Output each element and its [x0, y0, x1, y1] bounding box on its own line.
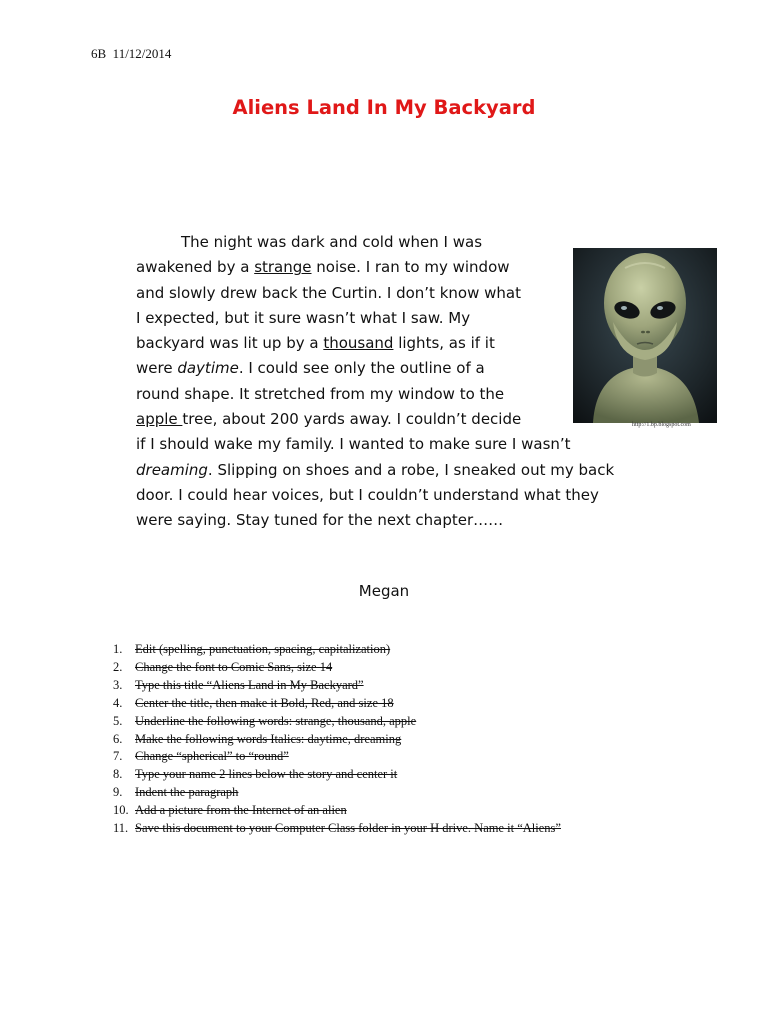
story-text: lights, as if it	[393, 334, 495, 353]
underlined-word: thousand	[323, 334, 394, 353]
story-text: . I could see only the outline of a	[238, 359, 485, 378]
task-number: 1.	[113, 642, 123, 656]
task-item	[113, 713, 561, 731]
story-text: if I should wake my family. I wanted to make sure I wasn’t	[136, 435, 571, 454]
task-item	[113, 677, 561, 695]
story-text: The night was dark and cold when I was	[181, 233, 483, 251]
task-text: Underline the following words: strange, thousand, apple	[135, 713, 417, 728]
story-text: noise. I ran to my window	[311, 258, 510, 277]
story-text: . Slipping on shoes and a robe, I sneaked out my back	[207, 460, 615, 479]
class-date: 6B 11/12/2014	[91, 46, 172, 61]
task-item	[113, 695, 561, 713]
story-text: and slowly drew back the Curtin. I don’t know what	[136, 283, 521, 302]
alien-picture	[573, 248, 717, 423]
task-item	[113, 731, 561, 749]
task-item	[113, 820, 561, 838]
image-credit: http://1.bp.blogspot.com	[632, 422, 691, 428]
task-number: 11.	[113, 821, 129, 836]
story-line	[136, 432, 656, 457]
italic-word: dreaming	[136, 460, 208, 479]
task-number: 3.	[113, 677, 123, 692]
task-item	[113, 641, 561, 659]
alien-photo-icon	[573, 248, 717, 423]
task-list	[113, 641, 561, 838]
italic-word: daytime	[177, 359, 239, 378]
task-text: Indent the paragraph	[135, 785, 239, 800]
task-item	[113, 766, 561, 784]
story-text: tree, about 200 yards away. I couldn’t decide	[182, 410, 522, 429]
story-text: backyard was lit up by a	[136, 334, 324, 353]
underlined-word: strange	[254, 258, 312, 277]
task-number: 8.	[113, 767, 123, 782]
story-text: round shape. It stretched from my window to the	[136, 384, 505, 403]
task-text: Edit (spelling, punctuation, spacing, capitalization)	[135, 642, 391, 656]
task-text: Type this title “Aliens Land in My Backyard”	[135, 677, 364, 692]
task-text: Make the following words Italics: daytime, dreaming	[135, 731, 402, 746]
story-line	[136, 458, 656, 483]
task-item	[113, 784, 561, 802]
task-number: 9.	[113, 785, 123, 800]
task-item	[113, 659, 561, 677]
task-number: 10.	[113, 803, 129, 818]
story-line	[136, 483, 656, 508]
story-text: awakened by a	[136, 258, 255, 277]
task-number: 5.	[113, 713, 123, 728]
task-text: Center the title, then make it Bold, Red, and size 18	[135, 695, 394, 710]
story-text: I expected, but it sure wasn’t what I saw. My	[136, 308, 471, 327]
task-text: Change the font to Comic Sans, size 14	[135, 659, 333, 674]
underlined-word: apple	[136, 410, 183, 429]
task-item	[113, 802, 561, 820]
task-item	[113, 748, 561, 766]
story-text: were	[136, 359, 178, 378]
task-number: 2.	[113, 659, 123, 674]
task-text: Save this document to your Computer Class folder in your H drive. Name it “Aliens”	[135, 821, 561, 836]
task-text: Change “spherical” to “round”	[135, 749, 289, 764]
task-text: Add a picture from the Internet of an alien	[135, 803, 347, 818]
task-number: 7.	[113, 749, 123, 764]
story-text: door. I could hear voices, but I couldn’t understand what they	[136, 485, 599, 504]
author-name: Megan	[358, 582, 410, 600]
task-text: Type your name 2 lines below the story and center it	[135, 767, 398, 782]
story-text: were saying. Stay tuned for the next chapter……	[136, 511, 504, 530]
story-line	[136, 508, 656, 533]
page-title: Aliens Land In My Backyard	[232, 96, 536, 119]
task-number: 4.	[113, 695, 123, 710]
task-number: 6.	[113, 731, 123, 746]
